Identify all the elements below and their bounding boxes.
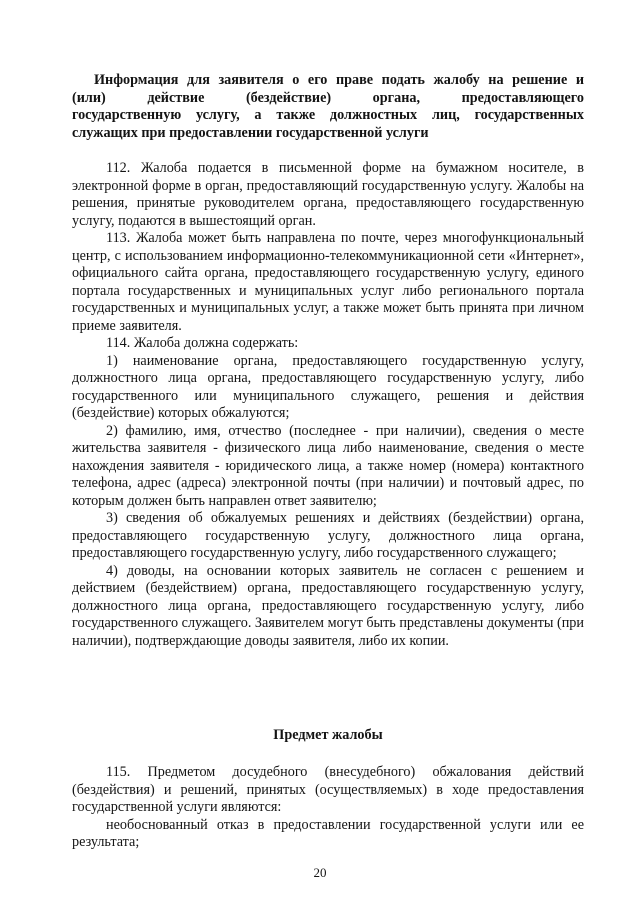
list-item-3: 3) сведения об обжалуемых решениях и действиях (бездействии) органа, предоставляющего государственную услугу, должностного лица органа, предоставляющего государственную услугу, либо государственного служащего; <box>72 510 584 561</box>
paragraph-112: 112. Жалоба подается в письменной форме на бумажном носителе, в электронной форме в орган, предоставляющий государственную услугу. Жалобы на решения, принятые руководителем органа, предоставляющего государственную услугу, подаются в вышестоящий орган. <box>72 160 584 229</box>
heading-line: государственную услугу, а также должностных лиц, государственных <box>72 107 584 123</box>
list-item-2: 2) фамилию, имя, отчество (последнее - при наличии), сведения о месте жительства заявителя - физического лица либо наименование, сведения о месте нахождения заявителя - юридического лица, а также номер (номера) контактного телефона, адрес (адреса) электронной почты (при наличии) и почтовый адрес, по которым должен быть направлен ответ заявителю; <box>72 422 584 509</box>
paragraph-115-item: необоснованный отказ в предоставлении государственной услуги или ее результата; <box>72 816 584 850</box>
page-number: 20 <box>313 865 327 880</box>
list-item-1: 1) наименование органа, предоставляющего государственную услугу, должностного лица органа, предоставляющего государственную услугу, либо государственного или муниципального служащего, решения и действия (бездействие) которых обжалуются; <box>72 352 584 421</box>
paragraph-113: 113. Жалоба может быть направлена по почте, через многофункциональный центр, с использованием информационно-телекоммуникационной сети «Интернет», официального сайта органа, предоставляющего государственную услугу, единого портала государственных и муниципальных услуг либо регионального портала государственных и муниципальных услуг, а также может быть принята при личном приеме заявителя. <box>72 230 584 334</box>
paragraph-115: 115. Предметом досудебного (внесудебного) обжалования действий (бездействия) и решений, принятых (осуществляемых) в ходе предоставления государственной услуги являются: <box>72 764 584 815</box>
body-text-block-1 <box>72 160 584 650</box>
heading-line: служащих при предоставлении государственной услуги <box>72 124 429 141</box>
heading-line: Информация для заявителя о его праве подать жалобу на решение и <box>94 72 584 88</box>
list-item-4: 4) доводы, на основании которых заявитель не согласен с решением и действием (бездействием) органа, предоставляющего государственную услугу, должностного лица органа, предоставляющего государственную услугу, либо государственного служащего. Заявителем могут быть представлены документы (при наличии), подтверждающие доводы заявителя, либо их копии. <box>72 562 584 649</box>
subheading-complaint-subject: Предмет жалобы <box>273 727 383 743</box>
heading-line: (или) действие (бездействие) органа, предоставляющего <box>72 89 584 106</box>
section-heading <box>72 72 584 142</box>
paragraph-114: 114. Жалоба должна содержать: <box>106 335 299 351</box>
body-text-block-2 <box>72 764 584 852</box>
